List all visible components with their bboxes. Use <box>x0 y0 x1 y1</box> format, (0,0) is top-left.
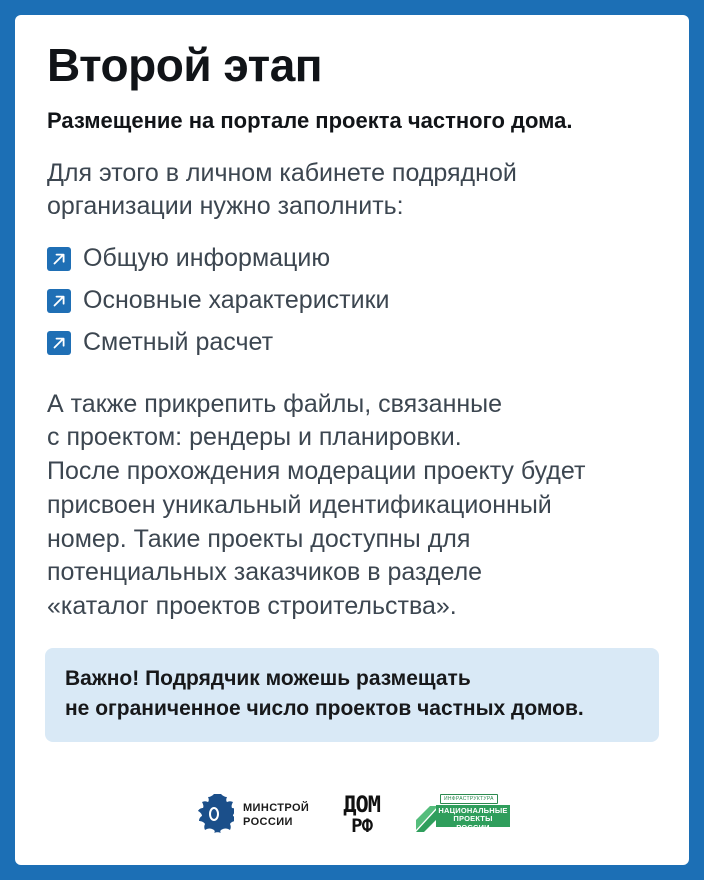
minstroy-line1: МИНСТРОЙ <box>242 801 310 814</box>
domrf-line2: РФ <box>351 815 373 837</box>
np-line3: РОССИИ <box>456 823 490 833</box>
np-line2: ПРОЕКТЫ <box>453 814 493 824</box>
np-line1: НАЦИОНАЛЬНЫЕ <box>438 805 508 815</box>
note-line: Важно! Подрядчик можешь размещать <box>65 666 471 690</box>
list-item <box>47 284 661 317</box>
list-item <box>47 242 661 275</box>
domrf-logo <box>343 795 380 836</box>
body-line: присвоен уникальный идентификационный <box>47 490 552 519</box>
domrf-text <box>343 795 380 836</box>
list-item-label: Общую информацию <box>83 243 331 272</box>
body-line: номер. Такие проекты доступны для <box>47 524 471 553</box>
national-projects-logo <box>414 794 510 838</box>
body-line: с проектом: рендеры и планировки. <box>47 423 462 452</box>
intro-paragraph: Для этого в личном кабинете подрядной организации нужно заполнить: <box>47 159 517 221</box>
body-line: «каталог проектов строительства». <box>47 592 457 621</box>
page-subtitle: Размещение на портале проекта частного дома. <box>47 108 573 134</box>
arrow-up-right-icon <box>47 331 71 355</box>
poster-card <box>15 15 689 865</box>
body-line: А также прикрепить файлы, связанные <box>47 389 503 418</box>
arrow-up-right-icon <box>47 289 71 313</box>
domrf-line1: ДОМ <box>343 793 380 818</box>
body-paragraph <box>43 388 661 624</box>
page-title: Второй этап <box>47 39 323 91</box>
requirements-list <box>47 242 661 368</box>
note-line: не ограниченное число проектов частных домов. <box>65 696 584 720</box>
important-note <box>45 648 659 742</box>
body-line: потенциальных заказчиков в разделе <box>47 558 483 587</box>
np-band-label <box>436 805 510 833</box>
arrow-up-right-icon <box>47 247 71 271</box>
list-item-label: Сметный расчет <box>83 327 274 356</box>
minstroy-label <box>243 802 309 830</box>
minstroy-logo <box>194 792 309 839</box>
list-item <box>47 326 661 359</box>
footer-logos <box>43 792 661 865</box>
list-item-label: Основные характеристики <box>83 285 390 314</box>
body-line: После прохождения модерации проекту будет <box>47 457 586 486</box>
russian-coat-of-arms-icon <box>194 792 234 839</box>
np-tiny-label: ИНФРАСТРУКТУРА <box>440 794 498 804</box>
minstroy-line2: РОССИИ <box>242 815 293 828</box>
